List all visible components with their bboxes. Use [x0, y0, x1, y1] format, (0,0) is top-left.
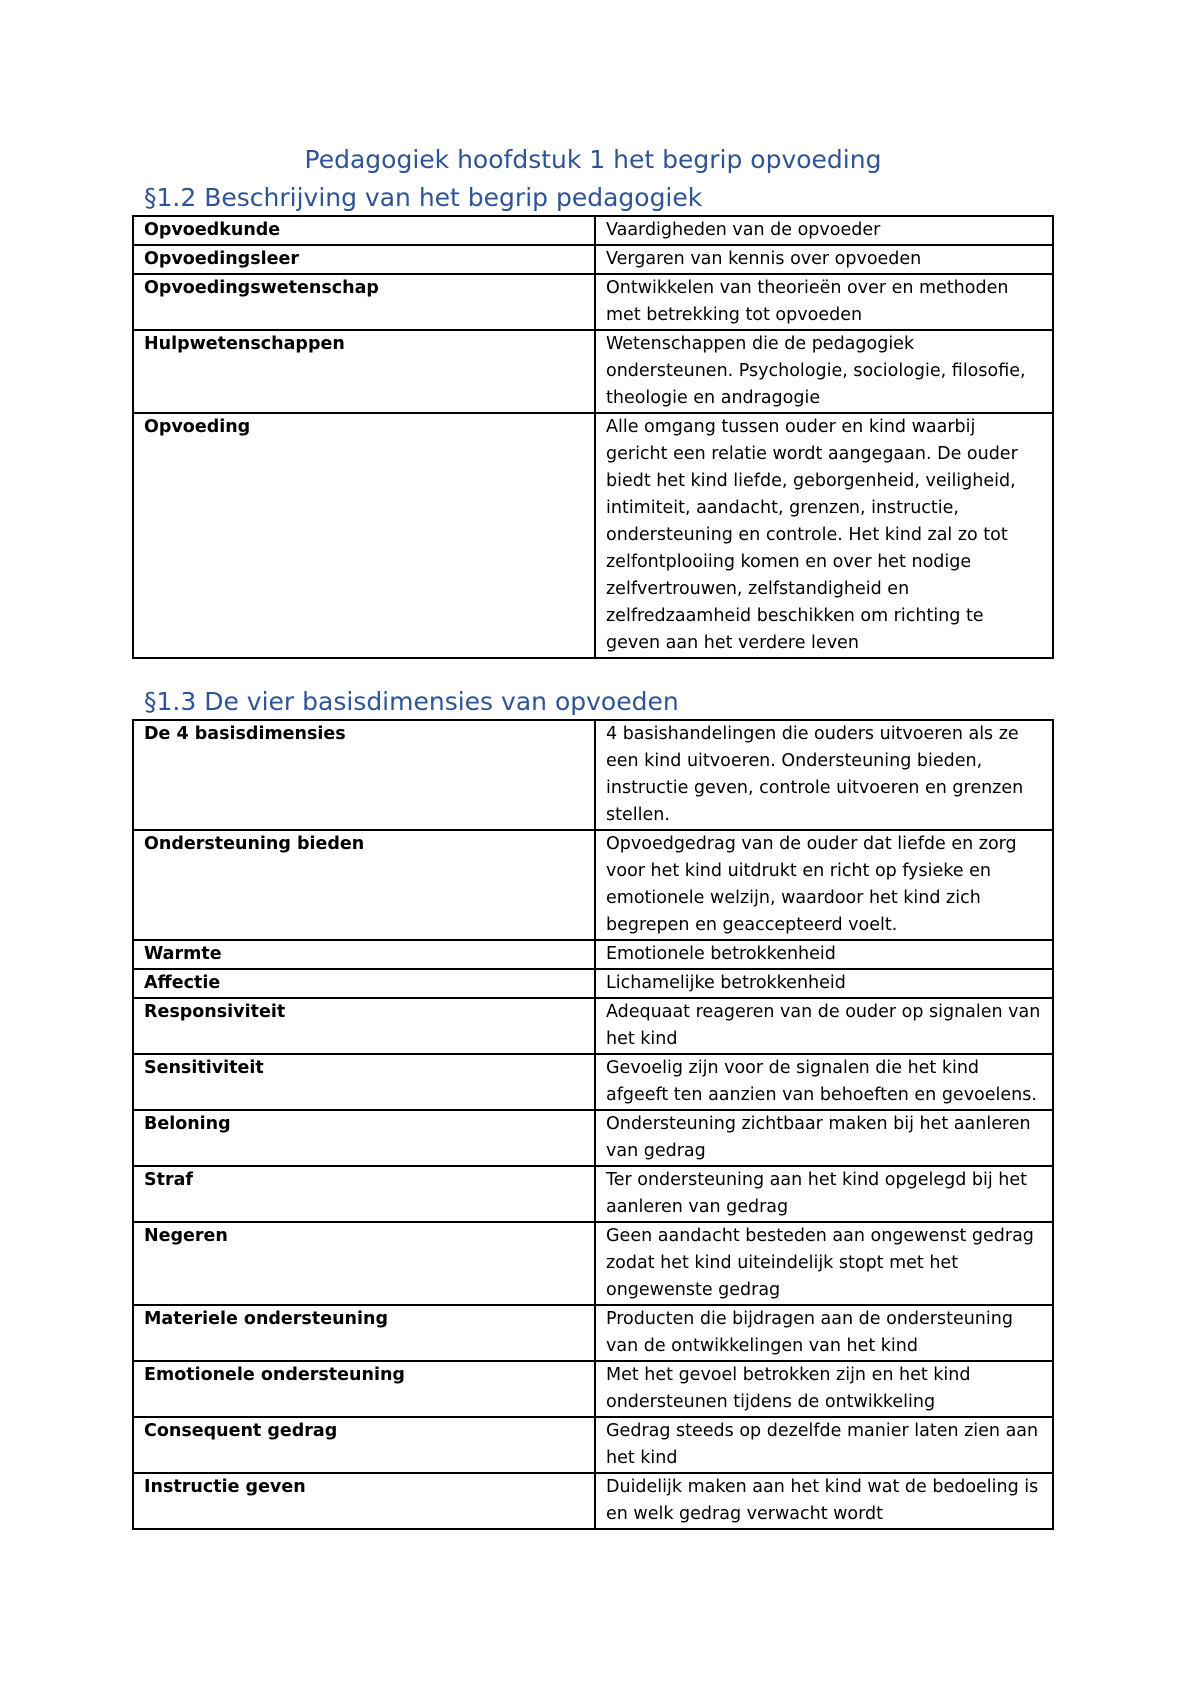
table-row	[133, 830, 1053, 940]
term-cell: Beloning	[133, 1110, 595, 1166]
table-row	[133, 245, 1053, 274]
description-cell: Lichamelijke betrokkenheid	[595, 969, 1053, 998]
term-cell: De 4 basisdimensies	[133, 720, 595, 830]
section-heading-1-3: §1.3 De vier basisdimensies van opvoeden	[144, 687, 679, 716]
term-cell: Opvoeding	[133, 413, 595, 658]
table-row	[133, 1305, 1053, 1361]
table-row	[133, 216, 1053, 245]
description-cell: Ter ondersteuning aan het kind opgelegd bij het aanleren van gedrag	[595, 1166, 1053, 1222]
term-cell: Materiele ondersteuning	[133, 1305, 595, 1361]
term-cell: Instructie geven	[133, 1473, 595, 1529]
term-cell: Sensitiviteit	[133, 1054, 595, 1110]
description-cell: Ondersteuning zichtbaar maken bij het aanleren van gedrag	[595, 1110, 1053, 1166]
table-row	[133, 1361, 1053, 1417]
description-cell: Duidelijk maken aan het kind wat de bedoeling is en welk gedrag verwacht wordt	[595, 1473, 1053, 1529]
term-cell: Straf	[133, 1166, 595, 1222]
description-cell: Gedrag steeds op dezelfde manier laten zien aan het kind	[595, 1417, 1053, 1473]
section-heading-1-2: §1.2 Beschrijving van het begrip pedagogiek	[144, 183, 703, 212]
description-cell: 4 basishandelingen die ouders uitvoeren als ze een kind uitvoeren. Ondersteuning bieden, instructie geven, controle uitvoeren en grenzen stellen.	[595, 720, 1053, 830]
description-cell: Wetenschappen die de pedagogiek ondersteunen. Psychologie, sociologie, filosofie, theologie en andragogie	[595, 330, 1053, 413]
table-row	[133, 969, 1053, 998]
description-cell: Emotionele betrokkenheid	[595, 940, 1053, 969]
description-cell: Met het gevoel betrokken zijn en het kind ondersteunen tijdens de ontwikkeling	[595, 1361, 1053, 1417]
description-cell: Producten die bijdragen aan de ondersteuning van de ontwikkelingen van het kind	[595, 1305, 1053, 1361]
term-cell: Hulpwetenschappen	[133, 330, 595, 413]
description-cell: Alle omgang tussen ouder en kind waarbij gericht een relatie wordt aangegaan. De ouder biedt het kind liefde, geborgenheid, veiligheid, intimiteit, aandacht, grenzen, instructie, ondersteuning en controle. Het kind zal zo tot zelfontplooiing komen en over het nodige zelfvertrouwen, zelfstandigheid en zelfredzaamheid beschikken om richting te geven aan het verdere leven	[595, 413, 1053, 658]
description-cell: Ontwikkelen van theorieën over en methoden met betrekking tot opvoeden	[595, 274, 1053, 330]
table-row	[133, 1222, 1053, 1305]
description-cell: Adequaat reageren van de ouder op signalen van het kind	[595, 998, 1053, 1054]
table-row	[133, 1473, 1053, 1529]
term-cell: Affectie	[133, 969, 595, 998]
table-row	[133, 720, 1053, 830]
table-row	[133, 1054, 1053, 1110]
table-row	[133, 1110, 1053, 1166]
term-cell: Opvoedingsleer	[133, 245, 595, 274]
term-cell: Negeren	[133, 1222, 595, 1305]
term-cell: Warmte	[133, 940, 595, 969]
description-cell: Vergaren van kennis over opvoeden	[595, 245, 1053, 274]
table-row	[133, 1166, 1053, 1222]
document-title: Pedagogiek hoofdstuk 1 het begrip opvoeding	[304, 145, 882, 174]
term-cell: Responsiviteit	[133, 998, 595, 1054]
table-row	[133, 274, 1053, 330]
description-cell: Opvoedgedrag van de ouder dat liefde en zorg voor het kind uitdrukt en richt op fysieke en emotionele welzijn, waardoor het kind zich begrepen en geaccepteerd voelt.	[595, 830, 1053, 940]
description-cell: Vaardigheden van de opvoeder	[595, 216, 1053, 245]
term-cell: Consequent gedrag	[133, 1417, 595, 1473]
term-cell: Emotionele ondersteuning	[133, 1361, 595, 1417]
term-cell: Ondersteuning bieden	[133, 830, 595, 940]
description-cell: Gevoelig zijn voor de signalen die het kind afgeeft ten aanzien van behoeften en gevoelens.	[595, 1054, 1053, 1110]
definitions-table-1-2	[132, 215, 1054, 659]
description-cell: Geen aandacht besteden aan ongewenst gedrag zodat het kind uiteindelijk stopt met het ongewenste gedrag	[595, 1222, 1053, 1305]
table-row	[133, 998, 1053, 1054]
table-row	[133, 413, 1053, 658]
table-row	[133, 1417, 1053, 1473]
term-cell: Opvoedkunde	[133, 216, 595, 245]
table-row	[133, 940, 1053, 969]
table-row	[133, 330, 1053, 413]
definitions-table-1-3	[132, 719, 1054, 1530]
term-cell: Opvoedingswetenschap	[133, 274, 595, 330]
